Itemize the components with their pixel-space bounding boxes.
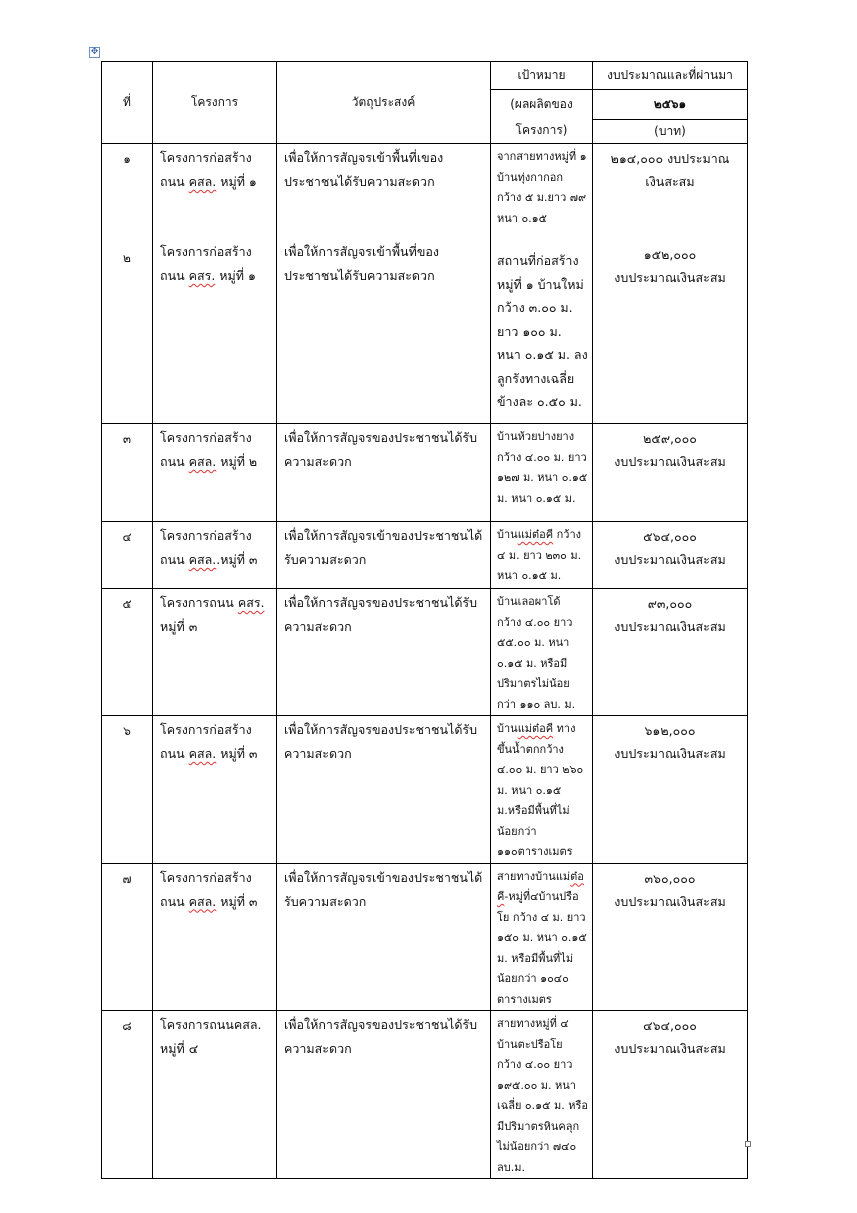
header-objective: วัตถุประสงค์ <box>277 62 491 144</box>
row-8-target: สายทางหมู่ที่ ๔ บ้านตะปรือโย กว้าง ๔.๐๐ ยาว ๑๙๕.๐๐ ม. หนาเฉลี่ย ๐.๑๕ ม. หรือมีปริมาตรหินคลุกไม่น้อยกว่า ๗๔๐ ลบ.ม. <box>491 1011 593 1179</box>
row-3-number: ๓ <box>102 424 153 522</box>
table-resize-handle[interactable] <box>745 1141 751 1147</box>
row-8-budget: ๔๖๔,๐๐๐ งบประมาณเงินสะสม <box>593 1011 748 1179</box>
header-project: โครงการ <box>153 62 277 144</box>
row-7-project: โครงการก่อสร้างถนน คสล. หมู่ที่ ๓ <box>153 863 277 1011</box>
table-header-row-1 <box>102 62 748 90</box>
row-2-objective: เพื่อให้การสัญจรเข้าพื้นที่ของประชาชนได้รับความสะดวก <box>284 244 439 283</box>
row-4-target: บ้านแม่ต๋อคี กว้าง ๔ ม. ยาว ๒๓๐ ม. หนา ๐.๑๕ ม. <box>491 522 593 589</box>
header-target: เป้าหมาย <box>491 62 593 90</box>
table-row <box>102 589 748 716</box>
objective-cell <box>277 144 491 424</box>
header-budget-unit: (บาท) <box>593 120 748 144</box>
header-budget: งบประมาณและที่ผ่านมา <box>593 62 748 90</box>
row-3-budget: ๒๕๙,๐๐๐ งบประมาณเงินสะสม <box>593 424 748 522</box>
row-6-number: ๖ <box>102 716 153 864</box>
table-move-handle-icon[interactable]: ✥ <box>90 47 99 57</box>
table-row <box>102 144 748 424</box>
row-number <box>102 144 153 424</box>
header-budget-year: ๒๕๖๑ <box>593 90 748 120</box>
row-1-number: ๑ <box>123 152 131 166</box>
target-cell <box>491 144 593 424</box>
row-5-objective: เพื่อให้การสัญจรของประชาชนได้รับความสะดวก <box>277 589 491 716</box>
header-no: ที่ <box>102 62 153 144</box>
row-3-project: โครงการก่อสร้างถนน คสล. หมู่ที่ ๒ <box>153 424 277 522</box>
row-5-target: บ้านเลอผาโด้ กว้าง ๔.๐๐ ยาว ๕๕.๐๐ ม. หนา ๐.๑๕ ม. หรือมีปริมาตรไม่น้อยกว่า ๑๑๐ ลบ. ม. <box>491 589 593 716</box>
row-1-target: จากสายทางหมู่ที่ ๑ บ้านทุ่งกากอก กว้าง ๕ ม.ยาว ๗๙ หนา ๐.๑๕ <box>497 150 587 225</box>
header-target-sub: (ผลผลิตของโครงการ) <box>491 90 593 144</box>
row-3-target: บ้านห้วยปางยาง กว้าง ๔.๐๐ ม. ยาว ๑๒๗ ม. หนา ๐.๑๕ ม. หนา ๐.๑๕ ม. <box>491 424 593 522</box>
row-6-budget: ๖๑๒,๐๐๐ งบประมาณเงินสะสม <box>593 716 748 864</box>
row-6-objective: เพื่อให้การสัญจรของประชาชนได้รับความสะดวก <box>277 716 491 864</box>
row-8-project: โครงการถนนคสล. หมู่ที่ ๔ <box>153 1011 277 1179</box>
budget-cell <box>593 144 748 424</box>
row-2-project: โครงการก่อสร้างถนน คสร. หมู่ที่ ๑ <box>160 244 256 283</box>
row-7-budget: ๓๖๐,๐๐๐ งบประมาณเงินสะสม <box>593 863 748 1011</box>
row-6-target: บ้านแม่ต๋อคี ทางขึ้นน้ำตกกว้าง ๔.๐๐ ม. ยาว ๒๖๐ ม. หนา ๐.๑๕ ม.หรือมีพื้นที่ไม่น้อยกว่า ๑๑๐ตารางเมตร <box>491 716 593 864</box>
row-6-project: โครงการก่อสร้างถนน คสล. หมู่ที่ ๓ <box>153 716 277 864</box>
row-2-budget: ๑๕๒,๐๐๐ งบประมาณเงินสะสม <box>614 247 726 285</box>
row-2-target: สถานที่ก่อสร้าง หมู่ที่ ๑ บ้านใหม่ กว้าง ๓.๐๐ ม. ยาว ๑๐๐ ม. หนา ๐.๑๕ ม. ลงลูกรังทางเฉลี่ยข้างละ ๐.๕๐ ม. <box>497 253 588 409</box>
row-5-project: โครงการถนน คสร. หมู่ที่ ๓ <box>153 589 277 716</box>
row-8-number: ๘ <box>102 1011 153 1179</box>
row-1-project: โครงการก่อสร้างถนน คสล. หมู่ที่ ๑ <box>160 150 257 189</box>
table-row <box>102 522 748 589</box>
row-2-number: ๒ <box>123 251 131 265</box>
row-4-number: ๔ <box>102 522 153 589</box>
row-4-objective: เพื่อให้การสัญจรเข้าของประชาชนได้รับความสะดวก <box>277 522 491 589</box>
row-4-budget: ๕๖๔,๐๐๐ งบประมาณเงินสะสม <box>593 522 748 589</box>
project-cell <box>153 144 277 424</box>
table-row <box>102 1011 748 1179</box>
project-budget-table <box>101 61 748 1179</box>
row-7-target: สายทางบ้านแม่ต๋อคี-หมู่ที่๔บ้านปรือโย กว้าง ๔ ม. ยาว ๑๕๐ ม. หนา ๐.๑๕ ม. หรือมีพื้นที่ไม่น้อยกว่า ๑๐๔๐ ตารางเมตร <box>491 863 593 1011</box>
row-8-objective: เพื่อให้การสัญจรของประชาชนได้รับความสะดวก <box>277 1011 491 1179</box>
row-7-objective: เพื่อให้การสัญจรเข้าของประชาชนได้รับความสะดวก <box>277 863 491 1011</box>
row-4-project: โครงการก่อสร้างถนน คสล..หมู่ที่ ๓ <box>153 522 277 589</box>
table-row <box>102 716 748 864</box>
row-3-objective: เพื่อให้การสัญจรของประชาชนได้รับความสะดวก <box>277 424 491 522</box>
row-5-number: ๕ <box>102 589 153 716</box>
table-row <box>102 863 748 1011</box>
row-5-budget: ๙๓,๐๐๐ งบประมาณเงินสะสม <box>593 589 748 716</box>
row-1-objective: เพื่อให้การสัญจรเข้าพื้นที่เของประชาชนได้รับความสะดวก <box>284 150 444 189</box>
row-7-number: ๗ <box>102 863 153 1011</box>
row-1-budget: ๒๑๔,๐๐๐ งบประมาณ เงินสะสม <box>610 151 730 189</box>
table-row <box>102 424 748 522</box>
